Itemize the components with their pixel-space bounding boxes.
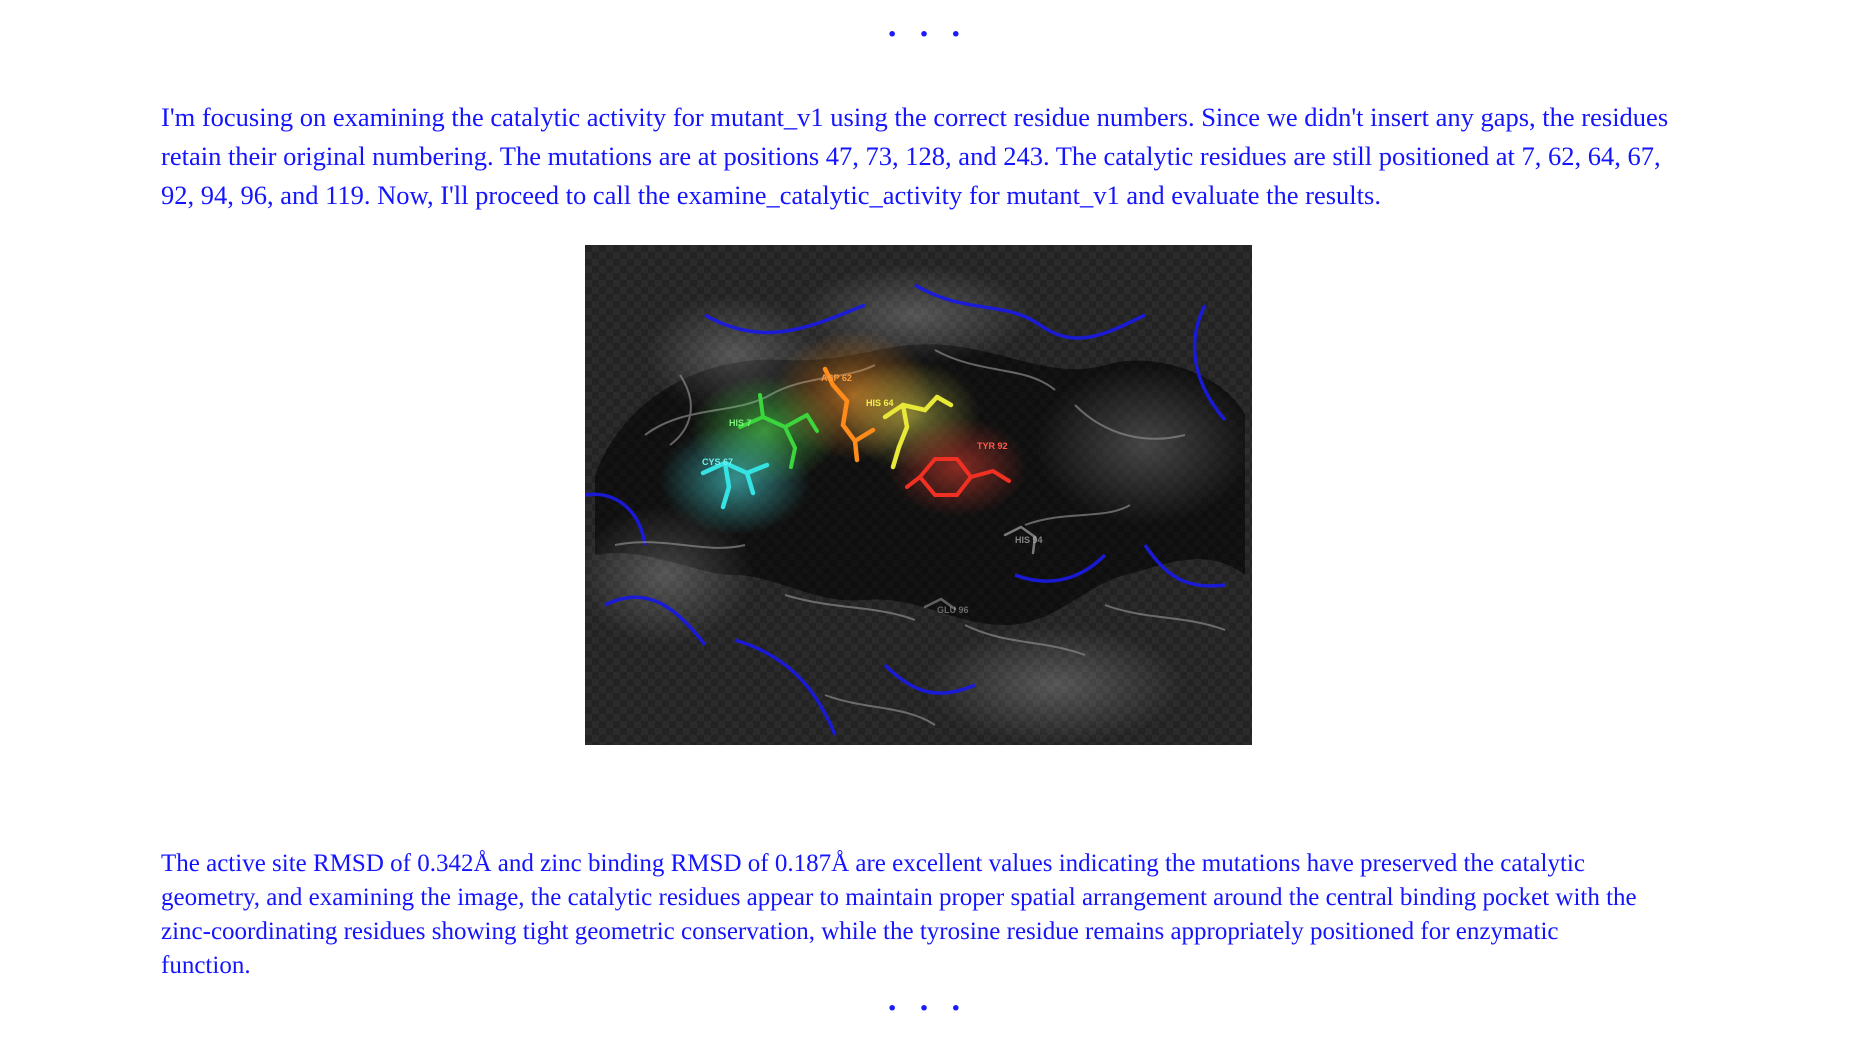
ellipsis-bottom: · · · [886, 990, 968, 1027]
paragraph-top: I'm focusing on examining the catalytic activity for mutant_v1 using the correct residue numbers. Since we didn't insert any gaps, the residues retain their original numbering. The mutations are at positions 47, 73, 128, and 243. The catalytic residues are still positioned at 7, 62, 64, 67, 92, 94, 96, and 119. Now, I'll proceed to call the examine_catalytic_activity for mutant_v1 and evaluate the results. [161, 101, 1669, 210]
label-his94: HIS 94 [1015, 535, 1043, 545]
haze-5 [925, 625, 1185, 745]
glow-cys67 [660, 425, 810, 535]
label-his7: HIS 7 [729, 418, 752, 428]
paragraph-bottom: The active site RMSD of 0.342Å and zinc binding RMSD of 0.187Å are excellent values indicating the mutations have preserved the catalytic geometry, and examining the image, the catalytic residues appear to maintain proper spatial arrangement around the central binding pocket with the zinc-coordinating residues showing tight geometric conservation, while the tyrosine residue remains appropriately positioned for enzymatic function. [161, 850, 1637, 979]
haze-3 [1035, 365, 1252, 525]
ellipsis-top: · · · [886, 16, 968, 53]
protein-structure-figure [585, 245, 1252, 745]
label-his64: HIS 64 [866, 398, 894, 408]
label-tyr92: TYR 92 [977, 441, 1008, 451]
label-asp62: ASP 62 [821, 373, 852, 383]
label-glu96: GLU 96 [937, 605, 969, 615]
glow-tyr92 [887, 417, 1027, 517]
protein-render-svg [585, 245, 1252, 745]
label-cys67: CYS 67 [702, 457, 734, 467]
